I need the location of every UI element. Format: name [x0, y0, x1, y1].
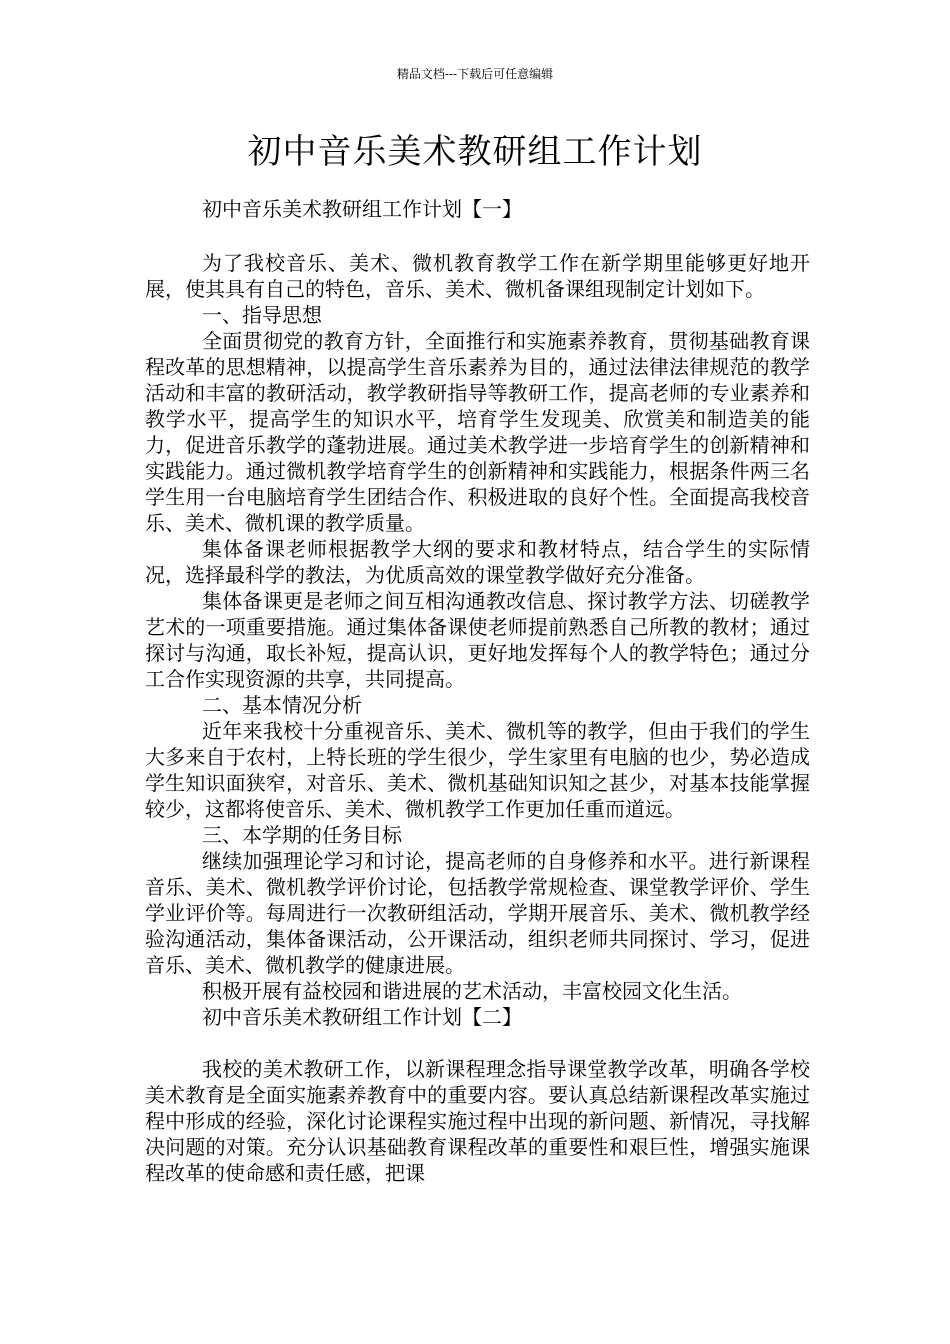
paragraph-art-activities: 积极开展有益校园和谐进展的艺术活动，丰富校园文化生活。	[202, 979, 742, 1003]
document-title: 初中音乐美术教研组工作计划	[247, 132, 703, 172]
section1-subtitle: 初中音乐美术教研组工作计划【一】	[202, 197, 522, 221]
spacer	[145, 1030, 810, 1056]
document-body	[145, 196, 810, 1186]
section1-intro: 为了我校音乐、美术、微机教育教学工作在新学期里能够更好地开展，使其具有自己的特色，音乐、美术、微机备课组现制定计划如下。	[145, 251, 810, 301]
heading-situation-analysis: 二、基本情况分析	[202, 693, 362, 717]
heading-guiding-thought: 一、指导思想	[202, 303, 322, 327]
spacer	[145, 222, 810, 250]
paragraph-situation-analysis: 近年来我校十分重视音乐、美术、微机等的教学，但由于我们的学生大多来自于农村，上特长班的学生很少，学生家里有电脑的也少，势必造成学生知识面狭窄，对音乐、美术、微机基础知识知之甚少，对基本技能掌握较少，这都将使音乐、美术、微机教学工作更加任重而道远。	[145, 719, 810, 821]
paragraph-guiding-thought: 全面贯彻党的教育方针，全面推行和实施素养教育，贯彻基础教育课程改革的思想精神，以提高学生音乐素养为目的，通过法律法律规范的教学活动和丰富的教研活动，教学教研指导等教研工作，提高老师的专业素养和教学水平，提高学生的知识水平，培育学生发现美、欣赏美和制造美的能力，促进音乐教学的蓬勃进展。通过美术教学进一步培育学生的创新精神和实践能力。通过微机教学培育学生的创新精神和实践能力，根据条件两三名学生用一台电脑培育学生团结合作、积极进取的良好个性。全面提高我校音乐、美术、微机课的教学质量。	[145, 329, 810, 535]
paragraph-collective-prep-2: 集体备课更是老师之间互相沟通教改信息、探讨教学方法、切磋教学艺术的一项重要措施。通过集体备课使老师提前熟悉自己所教的教材；通过探讨与沟通，取长补短，提高认识，更好地发挥每个人的教学特色；通过分工合作实现资源的共享，共同提高。	[145, 589, 810, 691]
paragraph-collective-prep-1: 集体备课老师根据教学大纲的要求和教材特点，结合学生的实际情况，选择最科学的教法，为优质高效的课堂教学做好充分准备。	[145, 537, 810, 587]
heading-semester-goals: 三、本学期的任务目标	[202, 823, 402, 847]
section2-paragraph: 我校的美术教研工作，以新课程理念指导课堂教学改革，明确各学校美术教育是全面实施素养教育中的重要内容。要认真总结新课程改革实施过程中形成的经验，深化讨论课程实施过程中出现的新问题、新情况，寻找解决问题的对策。充分认识基础教育课程改革的重要性和艰巨性，增强实施课程改革的使命感和责任感，把课	[145, 1057, 810, 1185]
paragraph-semester-goals: 继续加强理论学习和讨论，提高老师的自身修养和水平。进行新课程音乐、美术、微机教学评价讨论，包括教学常规检查、课堂教学评价、学生学业评价等。每周进行一次教研组活动，学期开展音乐、美术、微机教学经验沟通活动，集体备课活动，公开课活动，组织老师共同探讨、学习，促进音乐、美术、微机教学的健康进展。	[145, 849, 810, 977]
section2-subtitle: 初中音乐美术教研组工作计划【二】	[202, 1005, 522, 1029]
header-note: 精品文档---下载后可任意编辑	[396, 67, 554, 81]
